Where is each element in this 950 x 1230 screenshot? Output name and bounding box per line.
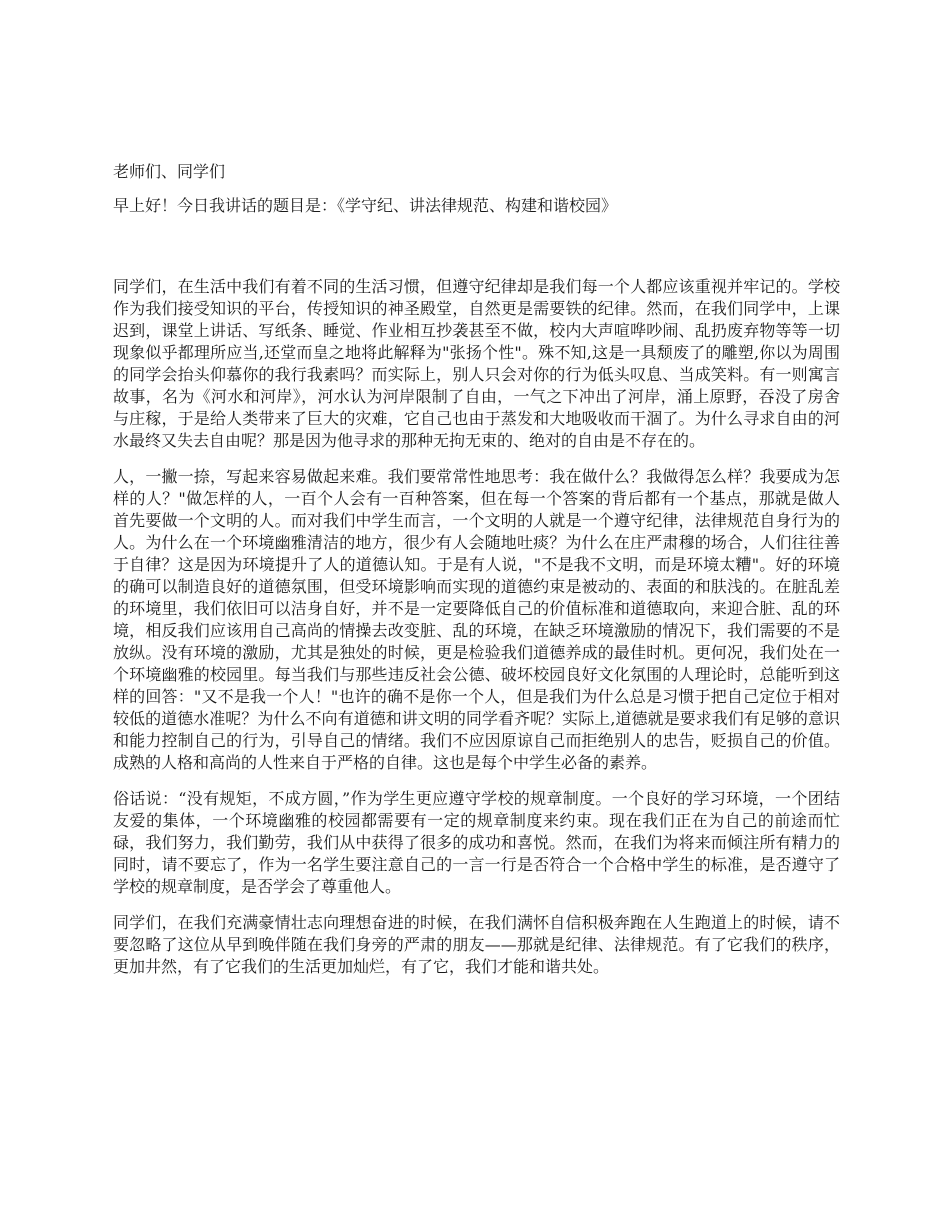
body-paragraph-4: 同学们，在我们充满豪情壮志向理想奋进的时候，在我们满怀自信积极奔跑在人生跑道上的时候，请不要忽略了这位从早到晚伴随在我们身旁的严肃的朋友——那就是纪律、法律规范。有了它我们的秩序，更加井然，有了它我们的生活更加灿烂，有了它，我们才能和谐共处。 [113, 913, 840, 976]
body-paragraph-2: 人，一撇一捺，写起来容易做起来难。我们要常常性地思考：我在做什么？我做得怎么样？我要成为怎样的人？"做怎样的人，一百个人会有一百种答案，但在每一个答案的背后都有一个基点，那就是做人首先要做一个文明的人。而对我们中学生而言，一个文明的人就是一个遵守纪律，法律规范自身行为的人。为什么在一个环境幽雅清洁的地方，很少有人会随地吐痰？为什么在庄严肃穆的场合，人们往往善于自律？这是因为环境提升了人的道德认知。于是有人说，"不是我不文明，而是环境太糟"。好的环境的确可以制造良好的道德氛围，但受环境影响而实现的道德约束是被动的、表面的和肤浅的。在脏乱差的环境里，我们依旧可以洁身自好，并不是一定要降低自己的价值标准和道德取向，来迎合脏、乱的环境，相反我们应该用自己高尚的情操去改变脏、乱的环境，在缺乏环境激励的情况下，我们需要的不是放纵。没有环境的激励，尤其是独处的时候，更是检验我们道德养成的最佳时机。更何况，我们处在一个环境幽雅的校园里。每当我们与那些违反社会公德、破坏校园良好文化氛围的人理论时，总能听到这样的回答："又不是我一个人！"也许的确不是你一个人，但是我们为什么总是习惯于把自己定位于相对较低的道德水准呢？为什么不向有道德和讲文明的同学看齐呢？实际上,道德就是要求我们有足够的意识和能力控制自己的行为，引导自己的情绪。我们不应因原谅自己而拒绝别人的忠告，贬损自己的价值。成熟的人格和高尚的人性来自于严格的自律。这也是每个中学生必备的素养。 [113, 467, 840, 772]
greeting-line: 老师们、同学们 [113, 162, 226, 181]
speech-title-line: 早上好！今日我讲话的题目是：《学守纪、讲法律规范、构建和谐校园》 [113, 196, 618, 215]
body-paragraph-3: 俗话说：“没有规矩，不成方圆，”作为学生更应遵守学校的规章制度。一个良好的学习环境，一个团结友爱的集体，一个环境幽雅的校园都需要有一定的规章制度来约束。现在我们正在为自己的前途而忙碌，我们努力，我们勤劳，我们从中获得了很多的成功和喜悦。然而，在我们为将来而倾注所有精力的同时，请不要忘了，作为一名学生要注意自己的一言一行是否符合一个合格中学生的标准，是否遵守了学校的规章制度，是否学会了尊重他人。 [113, 789, 840, 896]
body-paragraph-1: 同学们，在生活中我们有着不同的生活习惯，但遵守纪律却是我们每一个人都应该重视并牢记的。学校作为我们接受知识的平台，传授知识的神圣殿堂，自然更是需要铁的纪律。然而，在我们同学中，上课迟到，课堂上讲话、写纸条、睡觉、作业相互抄袭甚至不做，校内大声喧哗吵闹、乱扔废弃物等等一切现象似乎都理所应当,还堂而皇之地将此解释为"张扬个性"。殊不知,这是一具颓废了的雕塑,你以为周围的同学会抬头仰慕你的我行我素吗？而实际上，别人只会对你的行为低头叹息、当成笑料。有一则寓言故事，名为《河水和河岸》，河水认为河岸限制了自由，一气之下冲出了河岸，涌上原野，吞没了房舍与庄稼，于是给人类带来了巨大的灾难，它自己也由于蒸发和大地吸收而干涸了。为什么寻求自由的河水最终又失去自由呢？那是因为他寻求的那种无拘无束的、绝对的自由是不存在的。 [113, 277, 840, 450]
document-page [113, 160, 840, 992]
